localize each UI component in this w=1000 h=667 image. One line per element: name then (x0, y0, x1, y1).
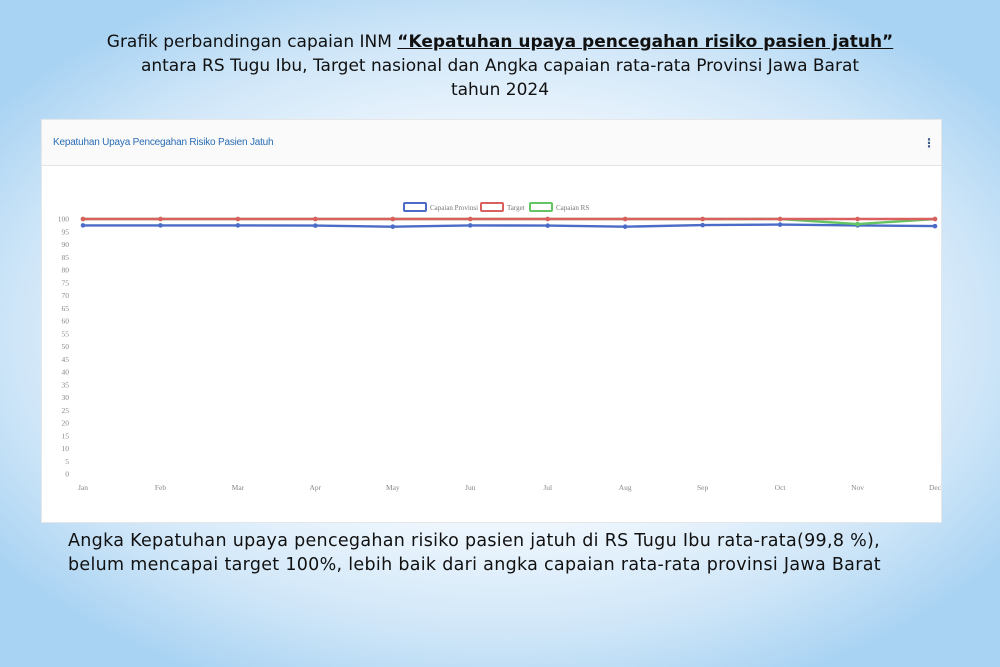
data-point (468, 223, 473, 228)
data-point (855, 217, 860, 222)
data-point (855, 222, 860, 227)
y-tick-label: 50 (61, 342, 69, 351)
y-tick-label: 100 (57, 214, 69, 224)
data-point (236, 217, 241, 222)
data-point (158, 217, 163, 222)
y-tick-label: 20 (61, 418, 69, 428)
data-point (313, 223, 318, 228)
line-chart (42, 120, 941, 522)
x-tick-label: Jul (543, 483, 553, 492)
y-tick-label: 70 (61, 291, 69, 300)
y-tick-label: 5 (65, 456, 69, 466)
y-tick-label: 40 (61, 367, 69, 377)
data-point (700, 223, 705, 228)
y-tick-label: 85 (61, 252, 69, 262)
heading-line-2: antara RS Tugu Ibu, Target nasional dan Angka capaian rata-rata Provinsi Jawa Barat (140, 56, 860, 76)
data-point (933, 217, 938, 222)
data-point (778, 217, 783, 222)
chart-panel (41, 119, 942, 523)
y-tick-label: 35 (61, 380, 69, 390)
x-tick-label: Jan (78, 483, 88, 492)
data-point (391, 217, 396, 222)
legend-label: Target (507, 204, 525, 212)
series-line (83, 225, 935, 227)
x-tick-label: May (385, 483, 400, 492)
x-tick-label: Mar (231, 483, 245, 492)
chart-panel-title: Kepatuhan Upaya Pencegahan Risiko Pasien Jatuh (53, 137, 274, 148)
x-tick-label: Aug (618, 483, 632, 492)
y-tick-label: 95 (61, 227, 69, 237)
legend-swatch (404, 203, 426, 211)
data-point (545, 217, 550, 222)
x-tick-label: Apr (309, 483, 322, 492)
data-point (391, 224, 396, 229)
x-tick-label: Sep (697, 483, 709, 492)
y-tick-label: 65 (61, 303, 69, 313)
data-point (236, 223, 241, 228)
heading-line-3: tahun 2024 (450, 80, 550, 100)
data-point (778, 222, 783, 227)
heading-prefix: Grafik perbandingan capaian INM (106, 32, 398, 52)
data-point (623, 224, 628, 229)
data-point (313, 217, 318, 222)
data-point (158, 223, 163, 228)
y-tick-label: 10 (61, 444, 69, 453)
y-tick-label: 15 (61, 431, 69, 441)
y-tick-label: 25 (61, 405, 69, 415)
legend-label: Capaian RS (556, 204, 590, 212)
y-tick-label: 90 (61, 240, 69, 249)
data-point (700, 217, 705, 222)
data-point (623, 217, 628, 222)
data-point (468, 217, 473, 222)
x-tick-label: Oct (774, 483, 786, 492)
heading-line-1 (60, 30, 940, 54)
x-tick-label: Jun (465, 483, 476, 492)
y-tick-label: 75 (61, 278, 69, 288)
data-point (81, 217, 86, 222)
y-tick-label: 60 (61, 316, 69, 326)
data-point (81, 223, 86, 228)
y-tick-label: 55 (61, 329, 69, 339)
heading-indicator-name: “Kepatuhan upaya pencegahan risiko pasien jatuh” (397, 32, 894, 52)
slide-heading (60, 30, 940, 102)
legend-swatch (481, 203, 503, 211)
legend-swatch (530, 203, 552, 211)
x-tick-label: Nov (851, 483, 865, 492)
vertical-ellipsis-icon[interactable]: ⋮ (923, 136, 935, 150)
y-tick-label: 30 (61, 393, 69, 402)
x-tick-label: Dec (928, 483, 941, 492)
data-point (933, 224, 938, 229)
y-tick-label: 45 (61, 354, 69, 364)
y-tick-label: 80 (61, 265, 69, 275)
data-point (545, 223, 550, 228)
slide-caption: Angka Kepatuhan upaya pencegahan risiko pasien jatuh di RS Tugu Ibu rata-rata(99,8 %), belum mencapai target 100%, lebih baik dari angka capaian rata-rata provinsi Jawa Barat (68, 531, 881, 575)
x-tick-label: Feb (154, 483, 167, 492)
legend-label: Capaian Provinsi (430, 204, 479, 212)
y-tick-label: 0 (65, 469, 69, 479)
